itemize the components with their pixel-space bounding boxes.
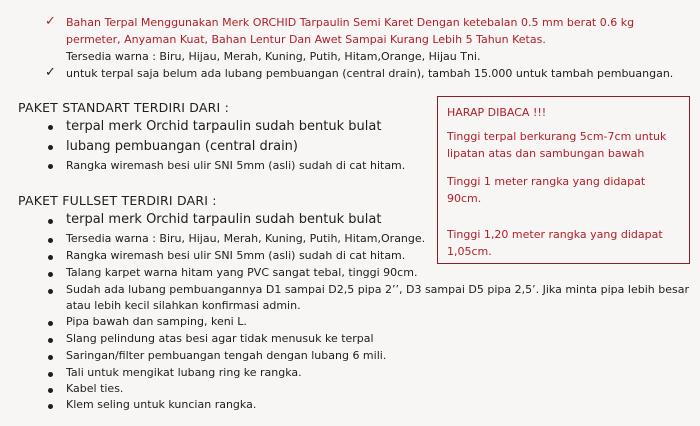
bullet-icon — [48, 355, 53, 360]
fullset-item: Talang karpet warna hitam yang PVC sangat tebal, tinggi 90cm. — [66, 266, 418, 279]
fullset-item: Tersedia warna : Biru, Hijau, Merah, Kuning, Putih, Hitam,Orange. — [66, 232, 426, 245]
bullet-icon — [48, 125, 53, 130]
notice-text: lipatan atas dan sambungan bawah — [447, 147, 645, 160]
fullset-item: Rangka wiremash besi ulir SNI 5mm (asli) sudah di cat hitam. — [66, 249, 406, 262]
fullset-item-cont: atau lebih kecil silahkan konfirmasi admin. — [66, 299, 301, 312]
fullset-item: Tali untuk mengikat lubang ring ke rangka. — [66, 366, 302, 379]
notice-box — [437, 96, 690, 264]
material-description-cont: permeter, Anyaman Kuat, Bahan Lentur Dan Awet Sampai Kurang Lebih 5 Tahun Ketas. — [66, 33, 546, 46]
bullet-icon — [48, 272, 53, 277]
standart-item: Rangka wiremash besi ulir SNI 5mm (asli) sudah di cat hitam. — [66, 159, 406, 172]
section-title-fullset: PAKET FULLSET TERDIRI DARI : — [18, 193, 217, 208]
standart-item: lubang pembuangan (central drain) — [66, 139, 298, 154]
standart-item: terpal merk Orchid tarpaulin sudah bentuk bulat — [66, 119, 382, 134]
section-title-standart: PAKET STANDART TERDIRI DARI : — [18, 100, 230, 115]
fullset-item: Kabel ties. — [66, 382, 124, 395]
fullset-item: Slang pelindung atas besi agar tidak menusuk ke terpal — [66, 332, 374, 345]
fullset-item: Saringan/filter pembuangan tengah dengan lubang 6 mili. — [66, 349, 387, 362]
bullet-icon — [48, 164, 53, 169]
bullet-icon — [48, 219, 53, 224]
fullset-item: Pipa bawah dan samping, keni L. — [66, 315, 247, 328]
bullet-icon — [48, 372, 53, 377]
bullet-icon — [48, 238, 53, 243]
drain-note: untuk terpal saja belum ada lubang pembuangan (central drain), tambah 15.000 untuk tambah pembuangan. — [66, 67, 674, 80]
color-options-text: Tersedia warna : Biru, Hijau, Merah, Kuning, Putih, Hitam,Orange, Hijau Tni. — [66, 50, 481, 63]
notice-text: 90cm. — [447, 192, 482, 205]
bullet-icon — [48, 321, 53, 326]
bullet-icon — [48, 289, 53, 294]
bullet-icon — [48, 255, 53, 260]
bullet-icon — [48, 404, 53, 409]
fullset-item: terpal merk Orchid tarpaulin sudah bentuk bulat — [66, 212, 382, 227]
material-description: Bahan Terpal Menggunakan Merk ORCHID Tarpaulin Semi Karet Dengan ketebalan 0.5 mm berat 0.6 kg — [66, 16, 635, 29]
notice-text: 1,05cm. — [447, 245, 492, 258]
bullet-icon — [48, 388, 53, 393]
notice-title: HARAP DIBACA !!! — [447, 106, 547, 119]
check-icon: ✓ — [45, 14, 56, 29]
bullet-icon — [48, 145, 53, 150]
notice-text: Tinggi terpal berkurang 5cm-7cm untuk — [447, 130, 667, 143]
fullset-item: Klem seling untuk kuncian rangka. — [66, 398, 257, 411]
check-icon: ✓ — [45, 65, 56, 80]
fullset-item: Sudah ada lubang pembuangannya D1 sampai D2,5 pipa 2’’, D3 sampai D5 pipa 2,5’. Jika minta pipa lebih besar — [66, 283, 689, 296]
notice-text: Tinggi 1,20 meter rangka yang didapat — [447, 228, 663, 241]
bullet-icon — [48, 338, 53, 343]
notice-text: Tinggi 1 meter rangka yang didapat — [447, 175, 646, 188]
